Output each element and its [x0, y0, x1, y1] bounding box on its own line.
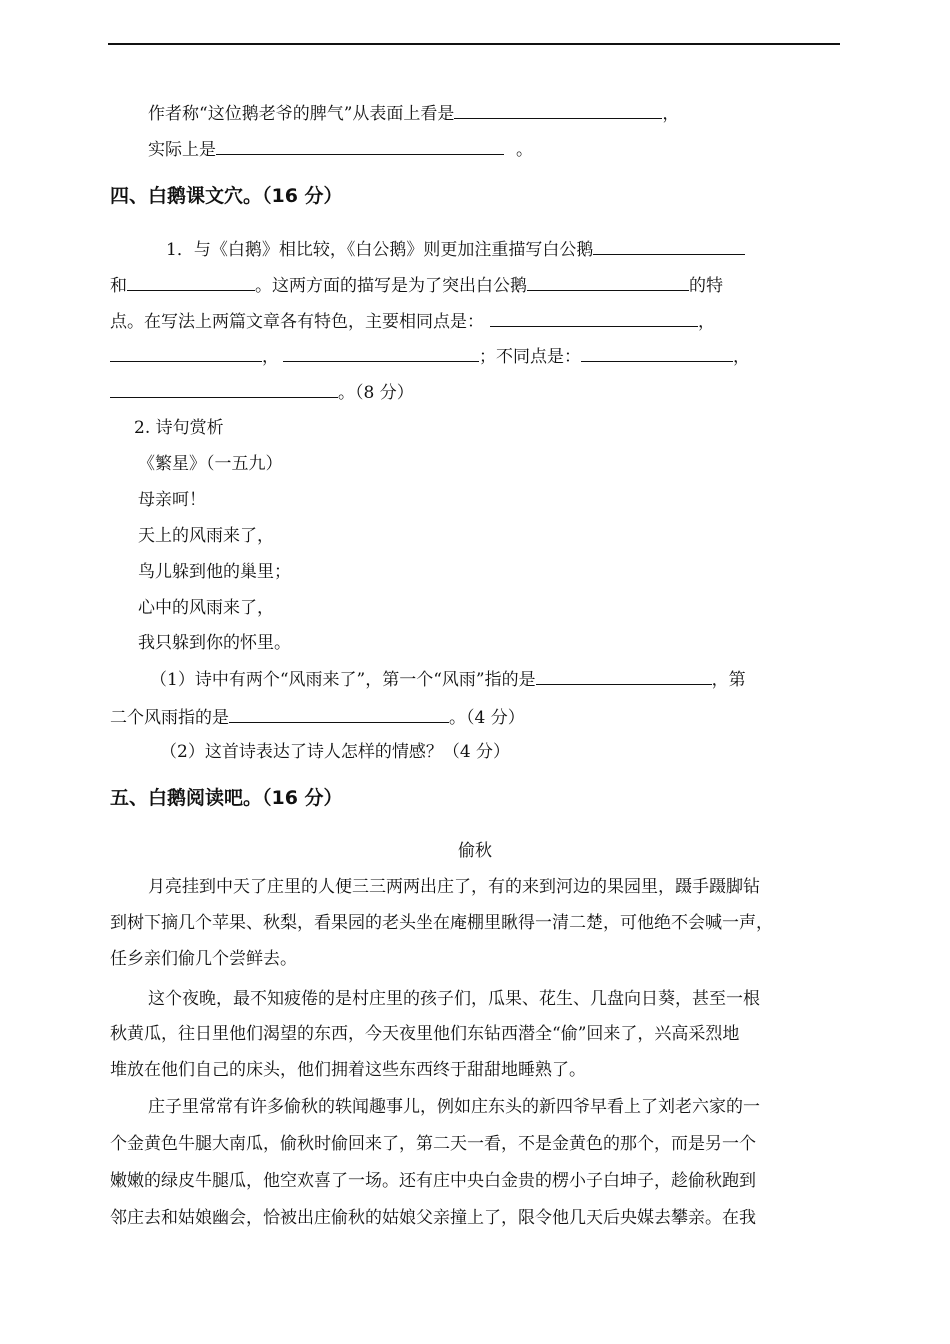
q2-sub1-line-2	[110, 706, 525, 729]
answer-blank[interactable]	[593, 238, 745, 255]
q1-l2-text-c: 的特	[689, 276, 723, 296]
answer-blank[interactable]	[110, 345, 262, 362]
poem-line: 鸟儿躲到他的巢里；	[138, 562, 291, 582]
story-title: 偷秋	[458, 841, 492, 861]
q1-line-1	[166, 238, 745, 261]
answer-blank[interactable]	[527, 274, 689, 291]
story-line: 月亮挂到中天了庄里的人便三三两两出庄了，有的来到河边的果园里，蹑手蹑脚钻	[148, 877, 760, 897]
poem-line: 我只躲到你的怀里。	[138, 633, 291, 653]
top-question-line-2	[148, 138, 533, 161]
answer-blank[interactable]	[454, 102, 662, 119]
q1-l5-text: 。（8 分）	[338, 383, 414, 403]
q2-sub1-text-b: ，第	[711, 670, 746, 690]
q1-l4-punct-c: ，	[733, 347, 750, 367]
q2-title: 2. 诗句赏析	[134, 418, 224, 438]
top-line2-punct: 。	[516, 140, 533, 160]
top-line1-punct: ，	[662, 104, 680, 124]
story-line: 堆放在他们自己的床头，他们拥着这些东西终于甜甜地睡熟了。	[110, 1060, 586, 1080]
story-line: 庄子里常常有许多偷秋的轶闻趣事儿，例如庄东头的新四爷早看上了刘老六家的一	[148, 1097, 760, 1117]
answer-blank[interactable]	[581, 345, 733, 362]
story-line: 这个夜晚，最不知疲倦的是村庄里的孩子们，瓜果、花生、几盘向日葵，甚至一根	[148, 989, 760, 1009]
answer-blank[interactable]	[229, 706, 449, 723]
q1-l2-text-b: 。这两方面的描写是为了突出白公鹅	[255, 276, 527, 296]
q2-sub2: （2）这首诗表达了诗人怎样的情感？（4 分）	[160, 742, 511, 762]
q1-line-4	[110, 345, 750, 368]
story-line: 个金黄色牛腿大南瓜，偷秋时偷回来了，第二天一看，不是金黄色的那个，而是另一个	[110, 1134, 756, 1154]
q1-l4-text: ；不同点是：	[479, 347, 581, 367]
q1-l1-text: 1．与《白鹅》相比较，《白公鹅》则更加注重描写白公鹅	[166, 240, 594, 260]
poem-line: 母亲呵！	[138, 490, 206, 510]
top-line1-text: 作者称“这位鹅老爷的脾气”从表面上看是	[148, 104, 455, 124]
answer-blank[interactable]	[216, 138, 504, 155]
top-question-line-1	[148, 102, 679, 125]
top-line2-text: 实际上是	[148, 140, 216, 160]
header-rule	[108, 43, 840, 45]
q2-sub1-text-d: 。（4 分）	[449, 708, 525, 728]
answer-blank[interactable]	[283, 345, 479, 362]
poem-line: 天上的风雨来了，	[138, 526, 274, 546]
answer-blank[interactable]	[490, 310, 698, 327]
q2-sub1-line-1	[150, 668, 746, 691]
q1-line-2	[110, 274, 723, 297]
poem-title: 《繁星》（一五九）	[138, 454, 283, 474]
story-line: 秋黄瓜，往日里他们渴望的东西，今天夜里他们东钻西潜全“偷”回来了，兴高采烈地	[110, 1024, 740, 1044]
q2-sub1-text-c: 二个风雨指的是	[110, 708, 229, 728]
q1-l2-text-a: 和	[110, 276, 127, 296]
q2-sub1-text: （1）诗中有两个“风雨来了”，第一个“风雨”指的是	[150, 670, 536, 690]
story-line: 嫩嫩的绿皮牛腿瓜，他空欢喜了一场。还有庄中央白金贵的楞小子白坤子，趁偷秋跑到	[110, 1171, 756, 1191]
q1-l3-text: 点。在写法上两篇文章各有特色，主要相同点是：	[110, 312, 484, 332]
story-line: 任乡亲们偷几个尝鲜去。	[110, 949, 297, 969]
q1-l3-punct: ，	[698, 312, 715, 332]
story-line: 邻庄去和姑娘幽会，恰被出庄偷秋的姑娘父亲撞上了，限令他几天后央媒去攀亲。在我	[110, 1208, 756, 1228]
story-line: 到树下摘几个苹果、秋梨，看果园的老头坐在庵棚里瞅得一清二楚，可他绝不会喊一声，	[110, 913, 773, 933]
answer-blank[interactable]	[110, 381, 338, 398]
q1-line-3	[110, 310, 715, 333]
answer-blank[interactable]	[127, 274, 255, 291]
section-5-heading: 五、白鹅阅读吧。（16 分）	[110, 787, 343, 809]
q1-l4-punct-a: ，	[262, 347, 279, 367]
q1-line-5	[110, 381, 414, 404]
poem-line: 心中的风雨来了，	[138, 598, 274, 618]
section-4-heading: 四、白鹅课文穴。（16 分）	[110, 185, 343, 207]
answer-blank[interactable]	[536, 668, 712, 685]
